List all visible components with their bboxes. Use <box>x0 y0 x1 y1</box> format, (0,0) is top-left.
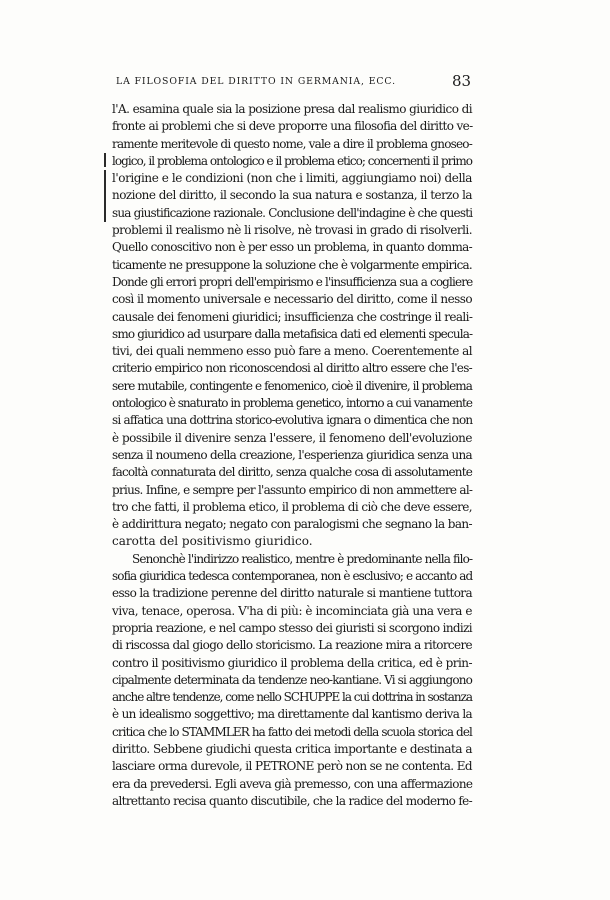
text-line: problemi il realismo nè li risolve, nè trovasi in grado di risolverli. <box>112 223 472 238</box>
text-line: tivi, dei quali nemmeno esso può fare a meno. Coerentemente al <box>112 344 473 359</box>
text-line: diritto. Sebbene giudichi questa critica importante e destinata a <box>112 741 472 756</box>
text-line: era da prevedersi. Egli aveva già premesso, con una affermazione <box>112 776 473 791</box>
text-line: cipalmente determinata da tendenze neo-kantiane. Vi si aggiungono <box>112 672 472 687</box>
text-line: è addirittura negato; negato con paralogismi che segnano la ban- <box>112 517 472 532</box>
text-line: sere mutabile, contingente e fenomenico, cioè il divenire, il problema <box>112 378 472 393</box>
text-line: sua giustificazione razionale. Conclusione dell'indagine è che questi <box>112 205 473 220</box>
paragraph <box>112 101 472 551</box>
text-line: contro il positivismo giuridico il problema della critica, ed è prin- <box>112 655 472 670</box>
text-line: facoltà connaturata del diritto, senza qualche cosa di assolutamente <box>112 465 472 480</box>
text-line: l'origine e le condizioni (non che i limiti, aggiungiamo noi) della <box>112 171 472 186</box>
text-line: propria reazione, e nel campo stesso dei giuristi si scorgono indizi <box>112 620 472 635</box>
text-line: nozione del diritto, il secondo la sua natura e sostanza, il terzo la <box>112 188 472 203</box>
running-head: LA FILOSOFIA DEL DIRITTO IN GERMANIA, ECC. <box>116 76 396 87</box>
text-line: l'A. esamina quale sia la posizione presa dal realismo giuridico di <box>112 102 473 116</box>
text-line: esso la tradizione perenne del diritto naturale si mantiene tuttora <box>112 586 472 601</box>
text-line: tro che fatti, il problema etico, il problema di ciò che deve essere, <box>112 499 473 514</box>
text-line: Donde gli errori propri dell'empirismo e l'insufficienza sua a cogliere <box>112 274 473 289</box>
text-line: carotta del positivismo giuridico. <box>112 534 313 549</box>
text-line: si affatica una dottrina storico-evolutiva ignara o dimentica che non <box>112 413 473 428</box>
text-line: anche altre tendenze, come nello SCHUPPE la cui dottrina in sostanza <box>112 690 472 705</box>
margin-mark <box>104 153 106 167</box>
text-line: criterio empirico non riconoscendosi al diritto altro essere che l'es- <box>112 361 472 376</box>
body-text <box>112 101 472 810</box>
text-line: sofia giuridica tedesca contemporanea, non è esclusivo; e accanto ad <box>112 569 473 584</box>
text-line: critica che lo STAMMLER ha fatto dei metodi della scuola storica del <box>112 724 473 739</box>
text-line: Quello conoscitivo non è per esso un problema, in quanto domma- <box>112 240 472 255</box>
text-line: è un idealismo soggettivo; ma direttamente dal kantismo deriva la <box>112 707 472 722</box>
paragraph <box>112 551 472 810</box>
text-line: lasciare orma durevole, il PETRONE però non se ne contenta. Ed <box>112 759 472 774</box>
text-line: di riscossa dal giogo dello storicismo. La reazione mira a ritorcere <box>112 638 472 653</box>
text-line: viva, tenace, operosa. V'ha di più: è incominciata già una vera e <box>112 603 472 618</box>
text-line: Senonchè l'indirizzo realistico, mentre è predominante nella filo- <box>132 551 473 566</box>
page-number: 83 <box>452 72 472 90</box>
text-line: smo giuridico ad usurpare dalla metafisica dati ed elementi specula- <box>112 326 473 341</box>
text-line: ontologico è snaturato in problema genetico, intorno a cui vanamente <box>112 396 473 411</box>
text-line: fronte ai problemi che si deve proporre una filosofia del diritto ve- <box>112 119 473 134</box>
text-line: prius. Infine, e sempre per l'assunto empirico di non ammettere al- <box>112 482 473 497</box>
text-line: senza il noumeno della creazione, l'esperienza giuridica senza una <box>112 447 472 462</box>
text-line: logico, il problema ontologico e il problema etico; concernenti il primo <box>112 153 473 168</box>
text-line: altrettanto recisa quanto discutibile, che la radice del moderno fe- <box>112 793 472 808</box>
text-line: è possibile il divenire senza l'essere, il fenomeno dell'evoluzione <box>112 430 473 445</box>
text-line: così il momento universale e necessario del diritto, come il nesso <box>112 292 472 307</box>
margin-mark <box>104 170 106 222</box>
text-line: causale dei fenomeni giuridici; insufficienza che costringe il reali- <box>112 309 473 324</box>
text-line: ramente meritevole di questo nome, vale a dire il problema gnoseo- <box>112 136 472 151</box>
text-line: ticamente ne presuppone la soluzione che è volgarmente empirica. <box>112 257 472 272</box>
